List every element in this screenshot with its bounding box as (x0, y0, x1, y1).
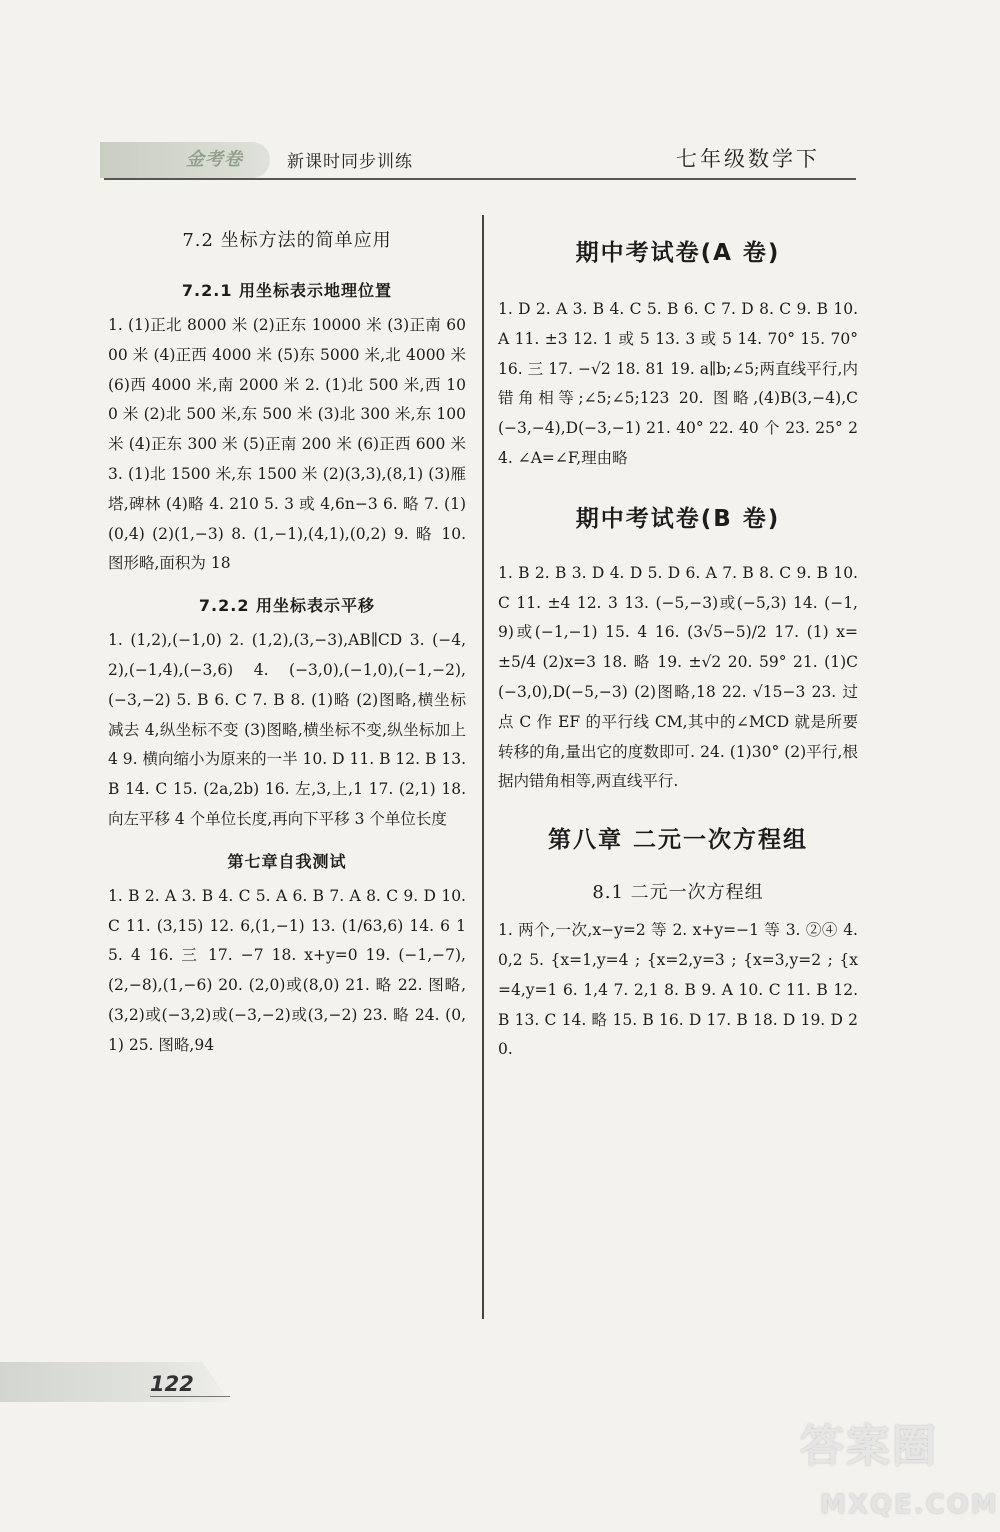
answers-7-2-1: 1. (1)正北 8000 米 (2)正东 10000 米 (3)正南 6000 米 (4)正西 4000 米 (5)东 5000 米,北 4000 米 (6)西 4000 米,南 2000 米 2. (1)北 500 米,西 100 米 (2)北 500 米,东 500 米 (3)北 300 米,东 100 米 (4)正东 300 米 (5)正南 200 米 (6)正西 600 米 3. (1)北 1500 米,东 1500 米 (2)(3,3),(8,1) (3)雁塔,碑林 (4)略 4. 210 5. 3 或 4,6n−3 6. 略 7. (1)(0,4) (2)(1,−3) 8. (1,−1),(4,1),(0,2) 9. 略 10. 图形略,面积为 18 (108, 316, 466, 573)
watermark-url: MXQE.COM (820, 1490, 999, 1520)
right-column (498, 220, 858, 1065)
column-divider (482, 215, 484, 1319)
section-title-7-2: 7.2 坐标方法的简单应用 (182, 230, 392, 251)
series-title: 新课时同步训练 (287, 152, 413, 172)
subsection-title-7-2-2: 7.2.2 用坐标表示平移 (198, 596, 376, 616)
left-column (108, 220, 466, 1061)
answers-8-1: 1. 两个,一次,x−y=2 等 2. x+y=−1 等 3. ②④ 4. 0,2 5. {x=1,y=4 ; {x=2,y=3 ; {x=3,y=2 ; {x=4,y=1 6. 1,4 7. 2,1 8. B 9. A 10. C 11. B 12. B 13. C 14. 略 15. B 16. D 17. B 18. D 19. D 20. (498, 921, 858, 1059)
answers-midterm-b: 1. B 2. B 3. D 4. D 5. D 6. A 7. B 8. C 9. B 10. C 11. ±4 12. 3 13. (−5,−3)或(−5,3) 14. (−1,9)或(−1,−1) 15. 4 16. (3√5−5)/2 17. (1) x=±5/4 (2)x=3 18. 略 19. ±√2 20. 59° 21. (1)C(−3,0),D(−5,−3) (2)图略,18 22. √15−3 23. 过点 C 作 EF 的平行线 CM,其中的∠MCD 就是所要转移的角,量出它的度数即可. 24. (1)30° (2)平行,根据内错角相等,两直线平行. (498, 563, 858, 791)
answers-chapter7-test: 1. B 2. A 3. B 4. C 5. A 6. B 7. A 8. C 9. D 10. C 11. (3,15) 12. 6,(1,−1) 13. (1/63,6) 14. 6 15. 4 16. 三 17. −7 18. x+y=0 19. (−1,−7),(2,−8),(1,−6) 20. (2,0)或(8,0) 21. 略 22. 图略,(3,2)或(−3,2)或(−3,−2)或(3,−2) 23. 略 24. (0,1) 25. 图略,94 (108, 886, 466, 1054)
midterm-a-title: 期中考试卷(A 卷) (575, 240, 781, 266)
series-badge: 金考卷 (186, 149, 243, 170)
book-title: 七年级数学下 (676, 147, 820, 171)
chapter8-title: 第八章 二元一次方程组 (547, 827, 808, 854)
midterm-b-title: 期中考试卷(B 卷) (575, 505, 781, 532)
footer-rule (150, 1396, 230, 1397)
answers-midterm-a: 1. D 2. A 3. B 4. C 5. B 6. C 7. D 8. C 9. B 10. A 11. ±3 12. 1 或 5 13. 3 或 5 14. 70° 15. 70° 16. 三 17. −√2 18. 81 19. a∥b;∠5;两直线平行,内错角相等;∠5;∠5;123 20. 图略,(4)B(3,−4),C(−3,−4),D(−3,−1) 21. 40° 22. 40 个 23. 25° 24. ∠A=∠F,理由略 (498, 300, 858, 467)
page-number: 122 (150, 1372, 194, 1396)
section-title-8-1: 8.1 二元一次方程组 (592, 882, 764, 904)
subsection-title-7-2-1: 7.2.1 用坐标表示地理位置 (181, 281, 393, 300)
chapter7-test-title: 第七章自我测试 (227, 851, 347, 871)
watermark-logo: 答案圈 (800, 1421, 938, 1472)
answers-7-2-2: 1. (1,2),(−1,0) 2. (1,2),(3,−3),AB∥CD 3. (−4,2),(−1,4),(−3,6) 4. (−3,0),(−1,0),(−1,−2),(−3,−2) 5. B 6. C 7. B 8. (1)略 (2)图略,横坐标减去 4,纵坐标不变 (3)图略,横坐标不变,纵坐标加上 4 9. 横向缩小为原来的一半 10. D 11. B 12. B 13. B 14. C 15. (2a,2b) 16. 左,3,上,1 17. (2,1) 18. 向左平移 4 个单位长度,再向下平移 3 个单位长度 (108, 631, 466, 828)
header-rule (104, 178, 856, 180)
